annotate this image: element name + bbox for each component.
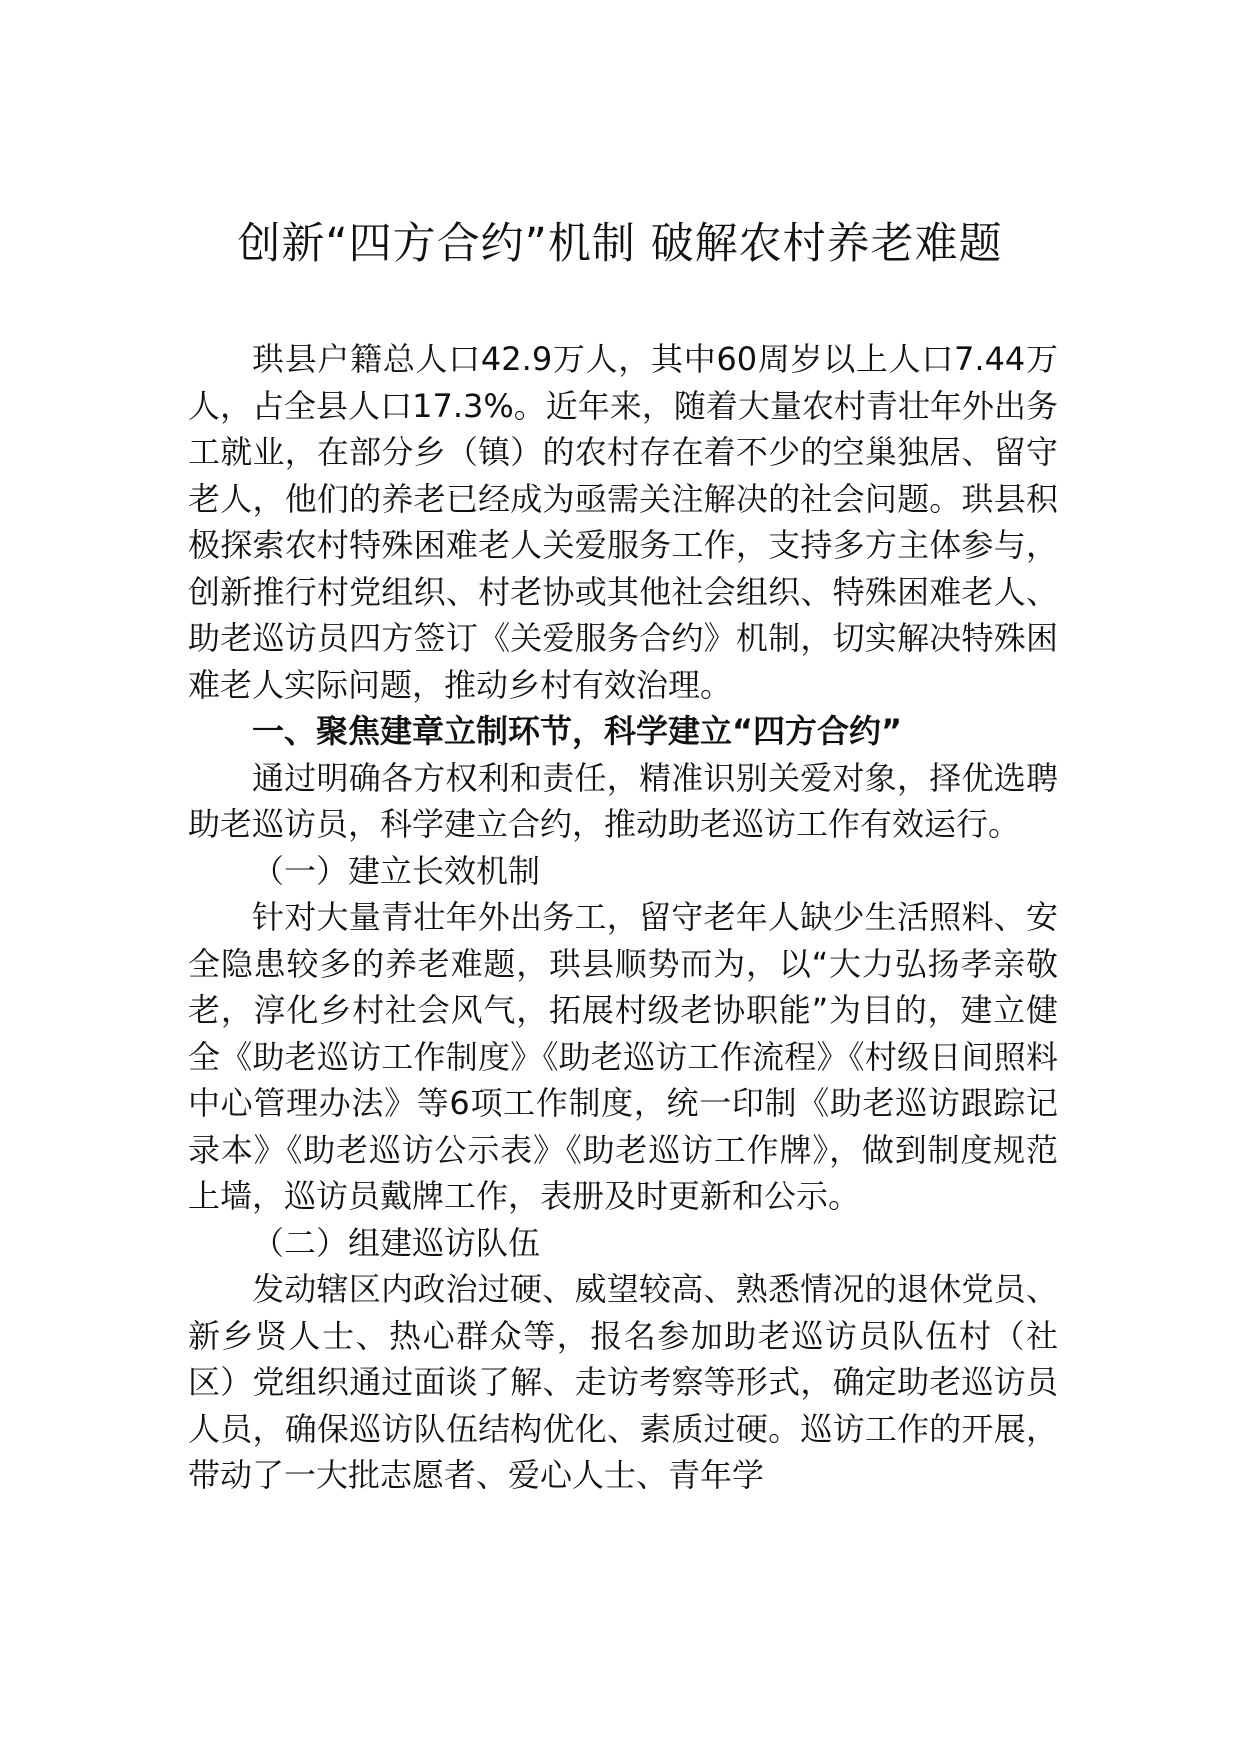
section-1-intro-paragraph: 通过明确各方权利和责任，精准识别关爱对象，择优选聘助老巡访员，科学建立合约，推动助老巡访工作有效运行。 — [188, 758, 1058, 843]
subsection-2-paragraph: 发动辖区内政治过硬、威望较高、熟悉情况的退休党员、新乡贤人士、热心群众等，报名参加助老巡访员队伍村（社区）党组织通过面谈了解、走访考察等形式，确定助老巡访员人员，确保巡访队伍结构优化、素质过硬。巡访工作的开展，带动了一大批志愿者、爱心人士、青年学 — [188, 1270, 1058, 1494]
intro-paragraph: 珙县户籍总人口42.9万人，其中60周岁以上人口7.44万人，占全县人口17.3%。近年来，随着大量农村青壮年外出务工就业，在部分乡（镇）的农村存在着不少的空巢独居、留守老人，他们的养老已经成为亟需关注解决的社会问题。珙县积极探索农村特殊困难老人关爱服务工作，支持多方主体参与，创新推行村党组织、村老协或其他社会组织、特殊困难老人、助老巡访员四方签订《关爱服务合约》机制，切实解决特殊困难老人实际问题，推动乡村有效治理。 — [188, 340, 1058, 704]
subsection-heading-1: （一）建立长效机制 — [252, 851, 541, 890]
subsection-heading-2: （二）组建巡访队伍 — [252, 1223, 541, 1262]
document-body — [188, 336, 1058, 1499]
section-heading-1: 一、聚焦建章立制环节，科学建立“四方合约” — [252, 712, 903, 750]
subsection-1-paragraph: 针对大量青壮年外出务工，留守老年人缺少生活照料、安全隐患较多的养老难题，珙县顺势而为，以“大力弘扬孝亲敬老，淳化乡村社会风气，拓展村级老协职能”为目的，建立健全《助老巡访工作制度》《助老巡访工作流程》《村级日间照料中心管理办法》等6项工作制度，统一印制《助老巡访跟踪记录本》《助老巡访公示表》《助老巡访工作牌》，做到制度规范上墙，巡访员戴牌工作，表册及时更新和公示。 — [188, 898, 1058, 1215]
document-title: 创新“四方合约”机制 破解农村养老难题 — [237, 219, 1003, 269]
